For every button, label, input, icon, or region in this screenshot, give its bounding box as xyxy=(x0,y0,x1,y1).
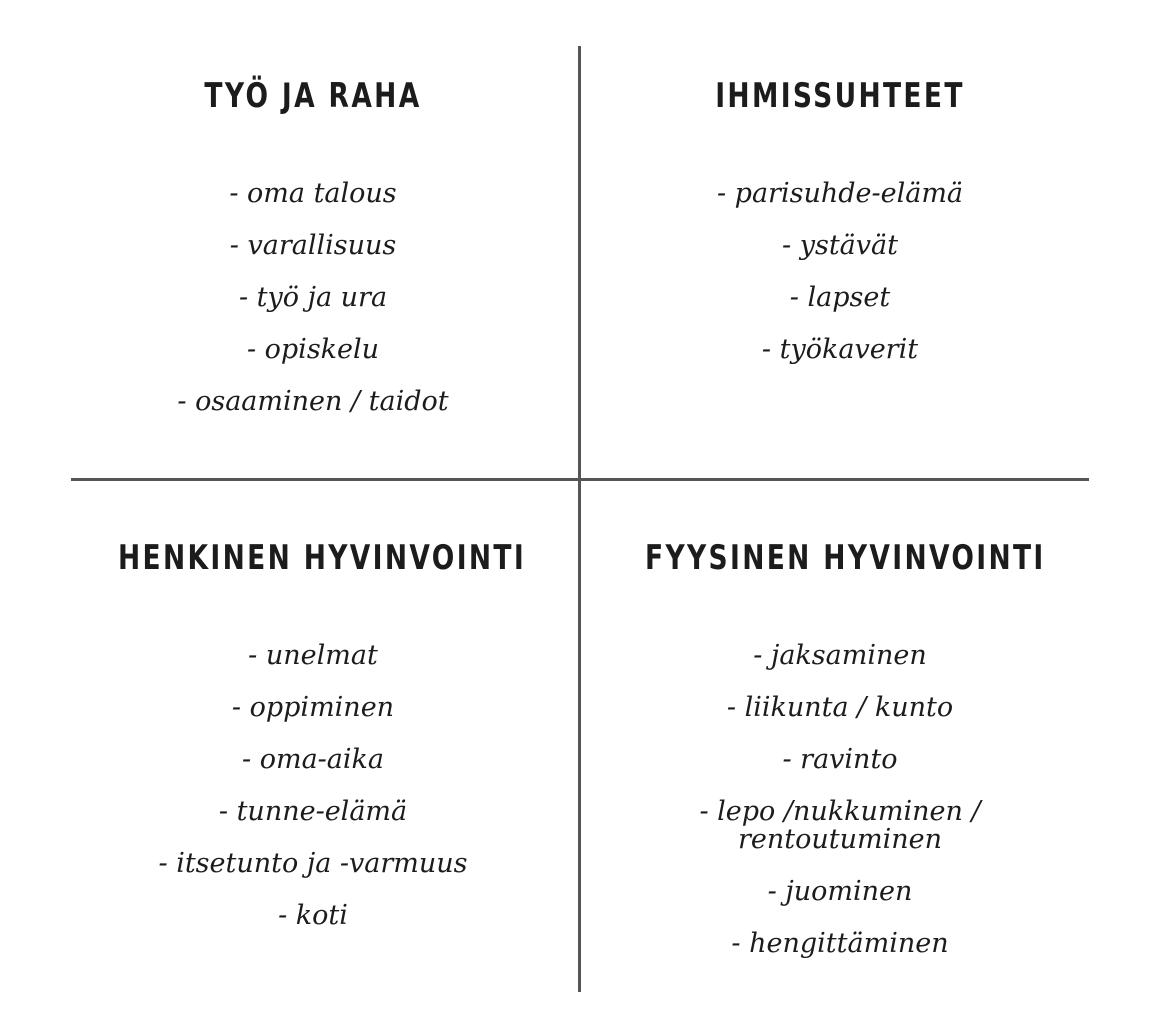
quadrant-title: IHMISSUHTEET xyxy=(715,76,965,116)
quadrant-title: FYYSINEN HYVINVOINTI xyxy=(645,538,1046,578)
quadrant-list xyxy=(590,180,1090,364)
quadrant-title: TYÖ JA RAHA xyxy=(204,76,422,116)
list-item: - juominen xyxy=(767,876,913,907)
list-item: - hengittäminen xyxy=(731,928,949,959)
list-item: - opiskelu xyxy=(246,334,380,365)
quadrant-list xyxy=(590,642,1090,958)
quadrant-fyysinen-hyvinvointi xyxy=(590,538,1090,982)
list-item: - oppiminen xyxy=(231,692,395,723)
quadrant-list xyxy=(63,180,563,416)
list-item: - ystävät xyxy=(782,230,898,261)
list-item: - liikunta / kunto xyxy=(726,692,954,723)
list-item: - työkaverit xyxy=(761,334,919,365)
quadrant-title: HENKINEN HYVINVOINTI xyxy=(118,538,527,578)
quadrant-ihmissuhteet xyxy=(590,76,1090,388)
quadrant-henkinen-hyvinvointi xyxy=(63,538,563,954)
quadrant-list xyxy=(63,642,563,930)
list-item: - oma talous xyxy=(229,178,397,209)
list-item: - työ ja ura xyxy=(238,282,388,313)
list-item: - lapset xyxy=(789,282,891,313)
list-item: - unelmat xyxy=(248,640,378,671)
list-item: - lepo /nukkuminen / xyxy=(699,796,981,827)
list-item: - tunne-elämä xyxy=(218,796,408,827)
vertical-divider xyxy=(578,46,581,992)
list-item: - parisuhde-elämä xyxy=(716,178,964,209)
list-item: - ravinto xyxy=(782,744,898,775)
list-item: - itsetunto ja -varmuus xyxy=(158,848,468,879)
list-item: - oma-aika xyxy=(242,744,384,775)
list-item: - jaksaminen xyxy=(753,640,927,671)
list-item: - varallisuus xyxy=(229,230,397,261)
list-item: rentoutuminen xyxy=(737,824,942,855)
horizontal-divider xyxy=(71,478,1089,481)
quadrant-tyo-ja-raha xyxy=(63,76,563,440)
list-item: - osaaminen / taidot xyxy=(177,386,449,417)
list-item: - koti xyxy=(278,900,348,931)
